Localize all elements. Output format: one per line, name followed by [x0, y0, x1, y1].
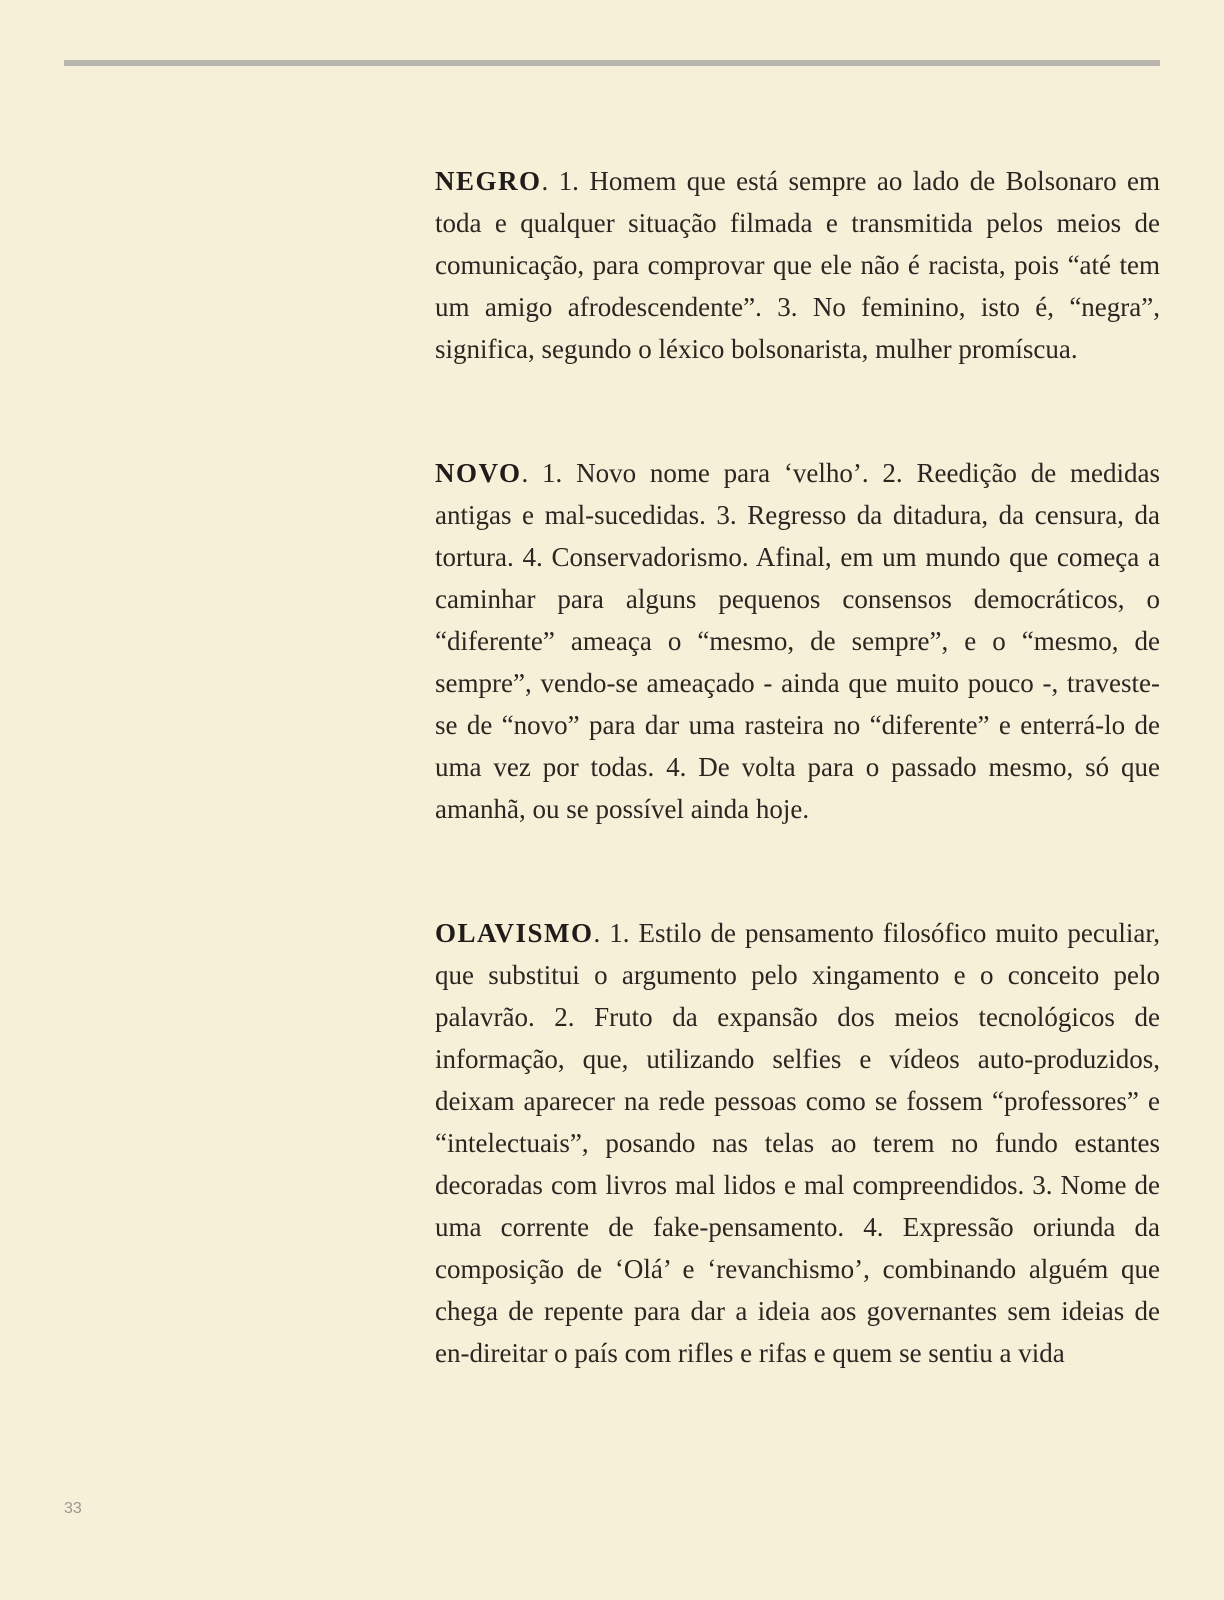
glossary-entry-olavismo	[435, 912, 1160, 1374]
glossary-entries	[435, 160, 1160, 1374]
page-number: 33	[64, 1500, 82, 1517]
entry-term: OLAVISMO	[435, 918, 594, 948]
entry-definition: . 1. Homem que está sempre ao lado de Bolsonaro em toda e qualquer situação filmada e transmitida pelos meios de comunicação, para comprovar que ele não é racista, pois “até tem um amigo afrodescendente”. 3. No feminino, isto é, “negra”, significa, segundo o léxico bolsonarista, mulher promíscua.	[435, 166, 1160, 364]
glossary-entry-negro	[435, 160, 1160, 370]
glossary-entry-novo	[435, 452, 1160, 830]
entry-definition: . 1. Novo nome para ‘velho’. 2. Reedição de medidas antigas e mal-sucedidas. 3. Regresso da ditadura, da censura, da tortura. 4. Conservadorismo. Afinal, em um mundo que começa a caminhar para alguns pequenos consensos democráticos, o “diferente” ameaça o “mesmo, de sempre”, e o “mesmo, de sempre”, vendo-se ameaçado - ainda que muito pouco -, traveste-se de “novo” para dar uma rasteira no “diferente” e enterrá-lo de uma vez por todas. 4. De volta para o passado mesmo, só que amanhã, ou se possível ainda hoje.	[435, 458, 1160, 824]
header-rule	[64, 60, 1160, 66]
entry-term: NOVO	[435, 458, 522, 488]
entry-term: NEGRO	[435, 166, 542, 196]
entry-definition: . 1. Estilo de pensamento filosófico muito peculiar, que substitui o argumento pelo xingamento e o conceito pelo palavrão. 2. Fruto da expansão dos meios tecnológicos de informação, que, utilizando selfies e vídeos auto-produzidos, deixam aparecer na rede pessoas como se fossem “professores” e “intelectuais”, posando nas telas ao terem no fundo estantes decoradas com livros mal lidos e mal compreendidos. 3. Nome de uma corrente de fake-pensamento. 4. Expressão oriunda da composição de ‘Olá’ e ‘revanchismo’, combinando alguém que chega de repente para dar a ideia aos governantes sem ideias de en-direitar o país com rifles e rifas e quem se sentiu a vida	[435, 918, 1160, 1368]
